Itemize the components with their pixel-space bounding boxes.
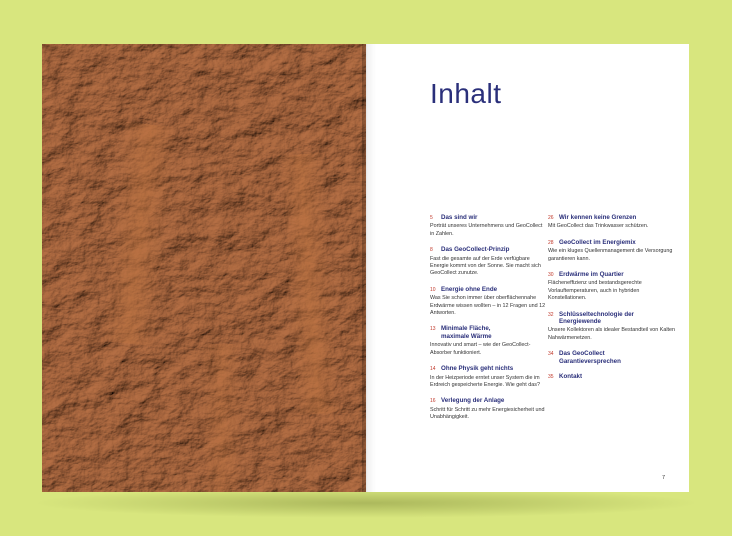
toc-entry-desc: Mit GeoCollect das Trinkwasser schützen. bbox=[548, 223, 649, 230]
toc-entry bbox=[548, 373, 676, 380]
toc-page-number: 30 bbox=[548, 272, 554, 279]
toc-page-number: 28 bbox=[548, 239, 554, 246]
page-number: 7 bbox=[661, 475, 665, 481]
toc-page-number: 16 bbox=[430, 398, 436, 405]
toc-entry-desc: Schritt für Schritt zu mehr Energiesicherheit und Unabhängigkeit. bbox=[430, 406, 545, 421]
toc-entry-title: Das GeoCollect-Prinzip bbox=[441, 246, 510, 254]
toc-entry-title: Verlegung der Anlage bbox=[441, 397, 505, 405]
toc-entry-desc: Unsere Kollektoren als idealer Bestandteil von Kalten Nahwärmenetzen. bbox=[548, 327, 676, 341]
toc-entry-title: Energie ohne Ende bbox=[441, 285, 498, 293]
toc-entry-title: Das sind wir bbox=[441, 214, 478, 221]
soil-photo bbox=[42, 44, 366, 492]
toc-entry-desc: Wie ein kluges Quellenmanagement die Versorgung garantieren kann. bbox=[548, 248, 673, 262]
toc-entry bbox=[548, 350, 676, 365]
toc-entry bbox=[548, 311, 676, 343]
toc-entry bbox=[430, 397, 548, 421]
toc-page-number: 34 bbox=[548, 351, 554, 358]
toc-entry bbox=[548, 239, 676, 263]
toc-entry-title: GeoCollect im Energiemix bbox=[559, 238, 636, 246]
toc-entry bbox=[430, 325, 548, 357]
toc-entry-title: Wir kennen keine Grenzen bbox=[559, 214, 637, 221]
toc-entry-desc: Flächeneffizienz und bestandsgerechte Vorlauftemperaturen, auch in hybriden Konstellationen. bbox=[548, 280, 642, 302]
soil-texture-image bbox=[42, 44, 366, 492]
toc-entry-title: Kontakt bbox=[559, 373, 583, 381]
toc-page-number: 5 bbox=[430, 215, 433, 221]
toc-page-number: 10 bbox=[430, 286, 436, 293]
toc-entry-desc: Porträt unseres Unternehmens und GeoCollect in Zahlen. bbox=[430, 223, 543, 237]
toc-entry bbox=[548, 214, 676, 231]
toc-entry-title: Erdwärme im Quartier bbox=[559, 271, 624, 279]
toc-entry-title: Das GeoCollect Garantieversprechen bbox=[559, 350, 621, 365]
toc-entry-desc: Fast die gesamte auf der Erde verfügbare Energie kommt von der Sonne. Sie macht sich GeoCollect zunutze. bbox=[430, 255, 541, 277]
toc-entry-title: Ohne Physik geht nichts bbox=[441, 365, 514, 373]
toc-entry bbox=[548, 271, 676, 303]
toc-page-number: 14 bbox=[430, 366, 436, 373]
toc-column-right bbox=[548, 214, 676, 389]
toc-entry-desc: In der Heizperiode erntet unser System die im Erdreich gespeicherte Energie. Wie geht das? bbox=[430, 374, 540, 388]
page-title: Inhalt bbox=[430, 78, 502, 109]
toc-entry-desc: Innovativ und smart – wie der GeoCollect-Absorber funktioniert. bbox=[430, 342, 531, 356]
toc-page-number: 13 bbox=[430, 326, 436, 333]
toc-entry-desc: Was Sie schon immer über oberflächennahe Erdwärme wissen wollten – in 12 Fragen und 12 Antworten. bbox=[430, 295, 546, 317]
spread-shadow bbox=[30, 488, 702, 518]
toc-entry bbox=[430, 286, 548, 318]
toc-entry bbox=[430, 365, 548, 389]
toc-entry-title: Minimale Fläche, maximale Wärme bbox=[441, 325, 492, 340]
toc-page-number: 35 bbox=[548, 374, 554, 381]
toc-page-number: 32 bbox=[548, 311, 554, 318]
toc-entry bbox=[430, 214, 548, 238]
toc-column-left bbox=[430, 214, 548, 430]
toc-entry-title: Schlüsseltechnologie der Energiewende bbox=[559, 310, 634, 326]
toc-entry bbox=[430, 246, 548, 278]
toc-page bbox=[366, 44, 689, 492]
toc-page-number: 8 bbox=[430, 247, 433, 254]
toc-page-number: 26 bbox=[548, 215, 554, 221]
